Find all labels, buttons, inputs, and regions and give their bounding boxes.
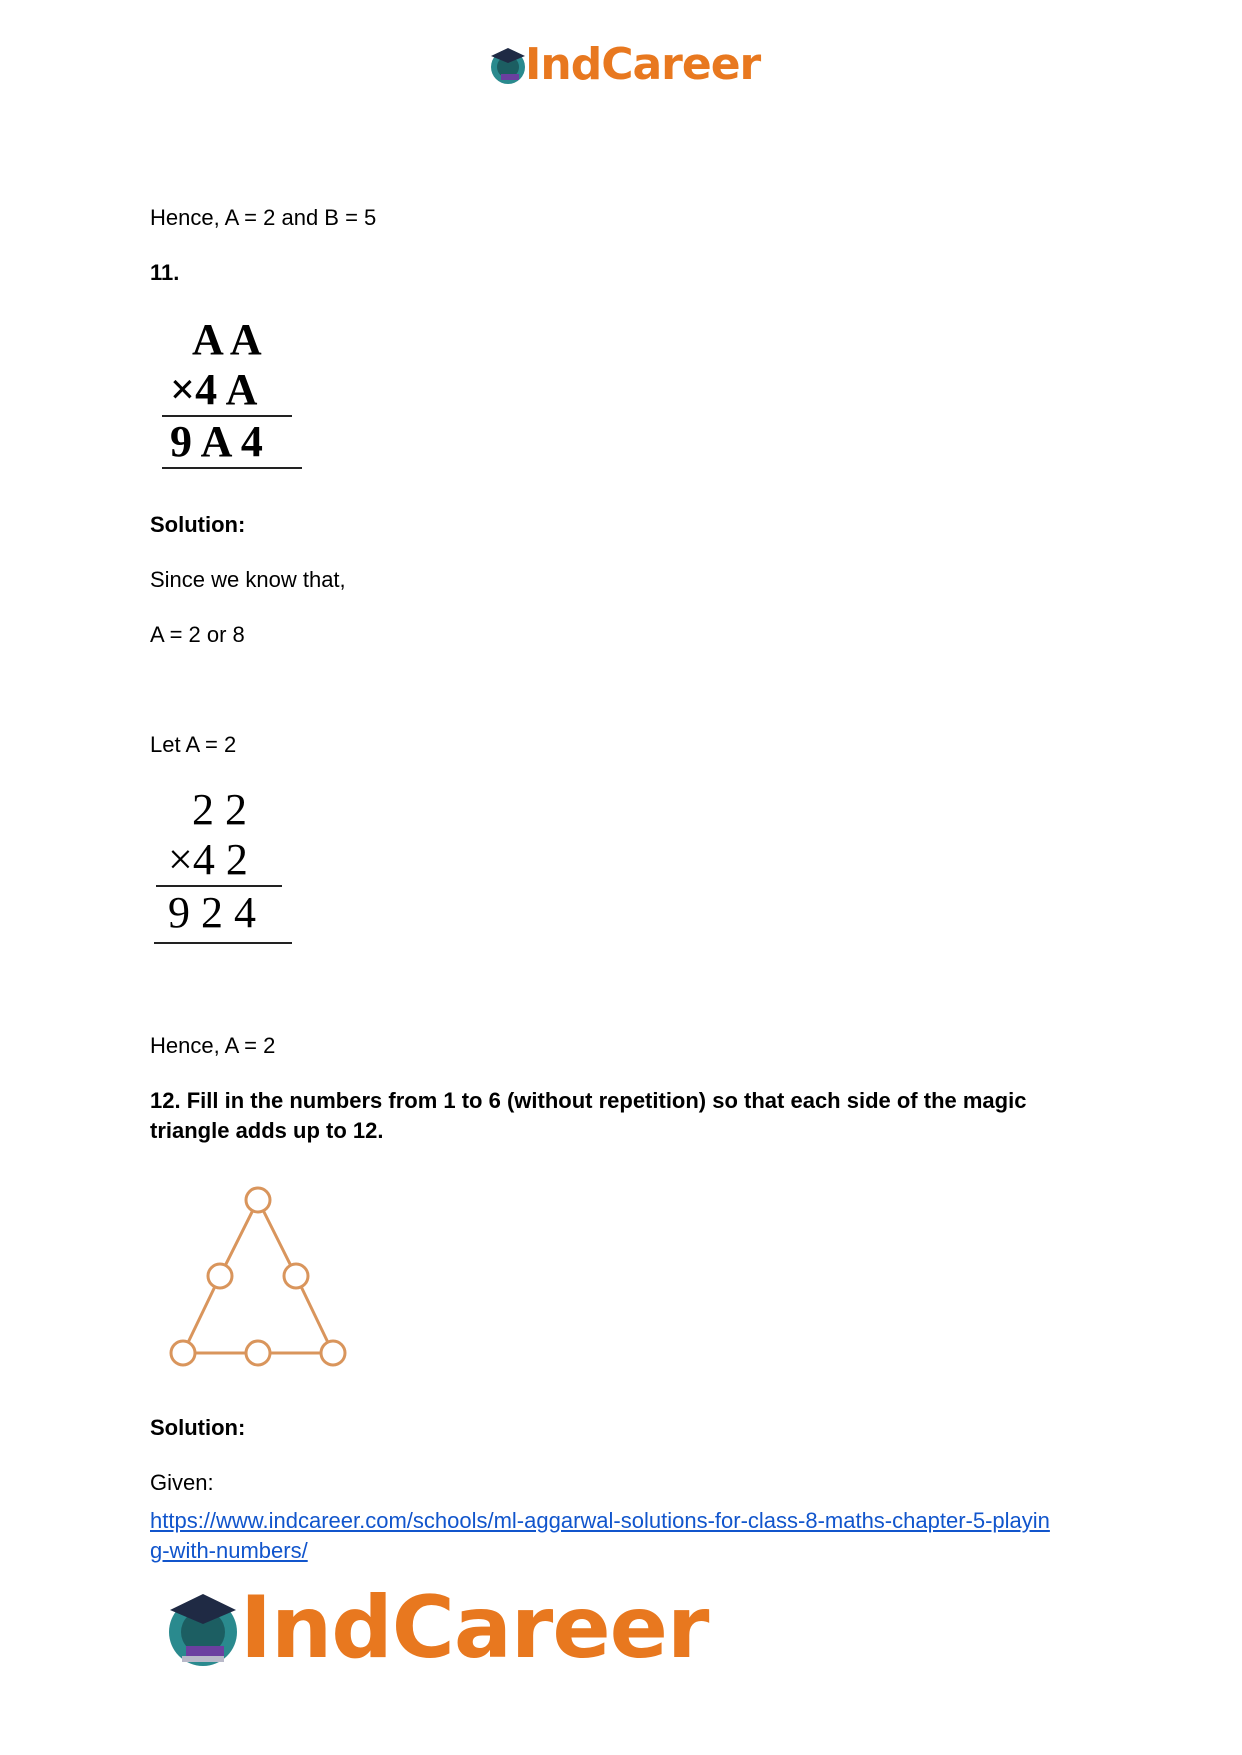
hence-a-text: Hence, A = 2 <box>150 1033 276 1058</box>
footer-logo-text: IndCareer <box>240 1578 709 1678</box>
triangle-node-top <box>246 1188 270 1212</box>
question-12-line-2: triangle adds up to 12. <box>150 1118 384 1143</box>
question-11-figure <box>150 315 310 475</box>
check-rule-2 <box>154 942 292 944</box>
check-row-1: 2 2 <box>192 785 247 834</box>
graduation-globe-icon <box>487 44 529 86</box>
since-text: Since we know that, <box>150 567 346 592</box>
source-link-line-2[interactable]: g-with-numbers/ <box>150 1538 308 1563</box>
check-rule-1 <box>156 885 282 887</box>
let-a-text: Let A = 2 <box>150 732 237 757</box>
source-link-line-1[interactable]: https://www.indcareer.com/schools/ml-aggarwal-solutions-for-class-8-maths-chapter-5-playin <box>150 1508 1050 1533</box>
q11-row-3: 9 A 4 <box>170 417 263 466</box>
footer-logo[interactable] <box>162 1578 709 1678</box>
triangle-node-bottom-mid <box>246 1341 270 1365</box>
q11-row-1: A A <box>192 315 262 364</box>
triangle-node-left-mid <box>208 1264 232 1288</box>
check-row-3: 9 2 4 <box>168 888 256 937</box>
triangle-node-bottom-right <box>321 1341 345 1365</box>
hence-ab-text: Hence, A = 2 and B = 5 <box>150 205 377 230</box>
header-logo[interactable] <box>487 40 767 90</box>
triangle-node-bottom-left <box>171 1341 195 1365</box>
magic-triangle-figure <box>160 1180 360 1380</box>
a-values-text: A = 2 or 8 <box>150 622 245 647</box>
graduation-globe-icon <box>162 1588 244 1670</box>
check-row-2: ×4 2 <box>168 835 248 884</box>
question-12-line-1: 12. Fill in the numbers from 1 to 6 (without repetition) so that each side of the magic <box>150 1088 1027 1113</box>
q11-rule-2 <box>162 467 302 469</box>
solution-label-1: Solution: <box>150 512 246 537</box>
solution-label-2: Solution: <box>150 1415 246 1440</box>
q11-row-2: ×4 A <box>170 365 258 414</box>
check-figure <box>150 785 300 945</box>
header-logo-text: IndCareer <box>525 39 761 90</box>
given-text: Given: <box>150 1470 214 1495</box>
question-11-number: 11. <box>150 260 180 285</box>
triangle-node-right-mid <box>284 1264 308 1288</box>
